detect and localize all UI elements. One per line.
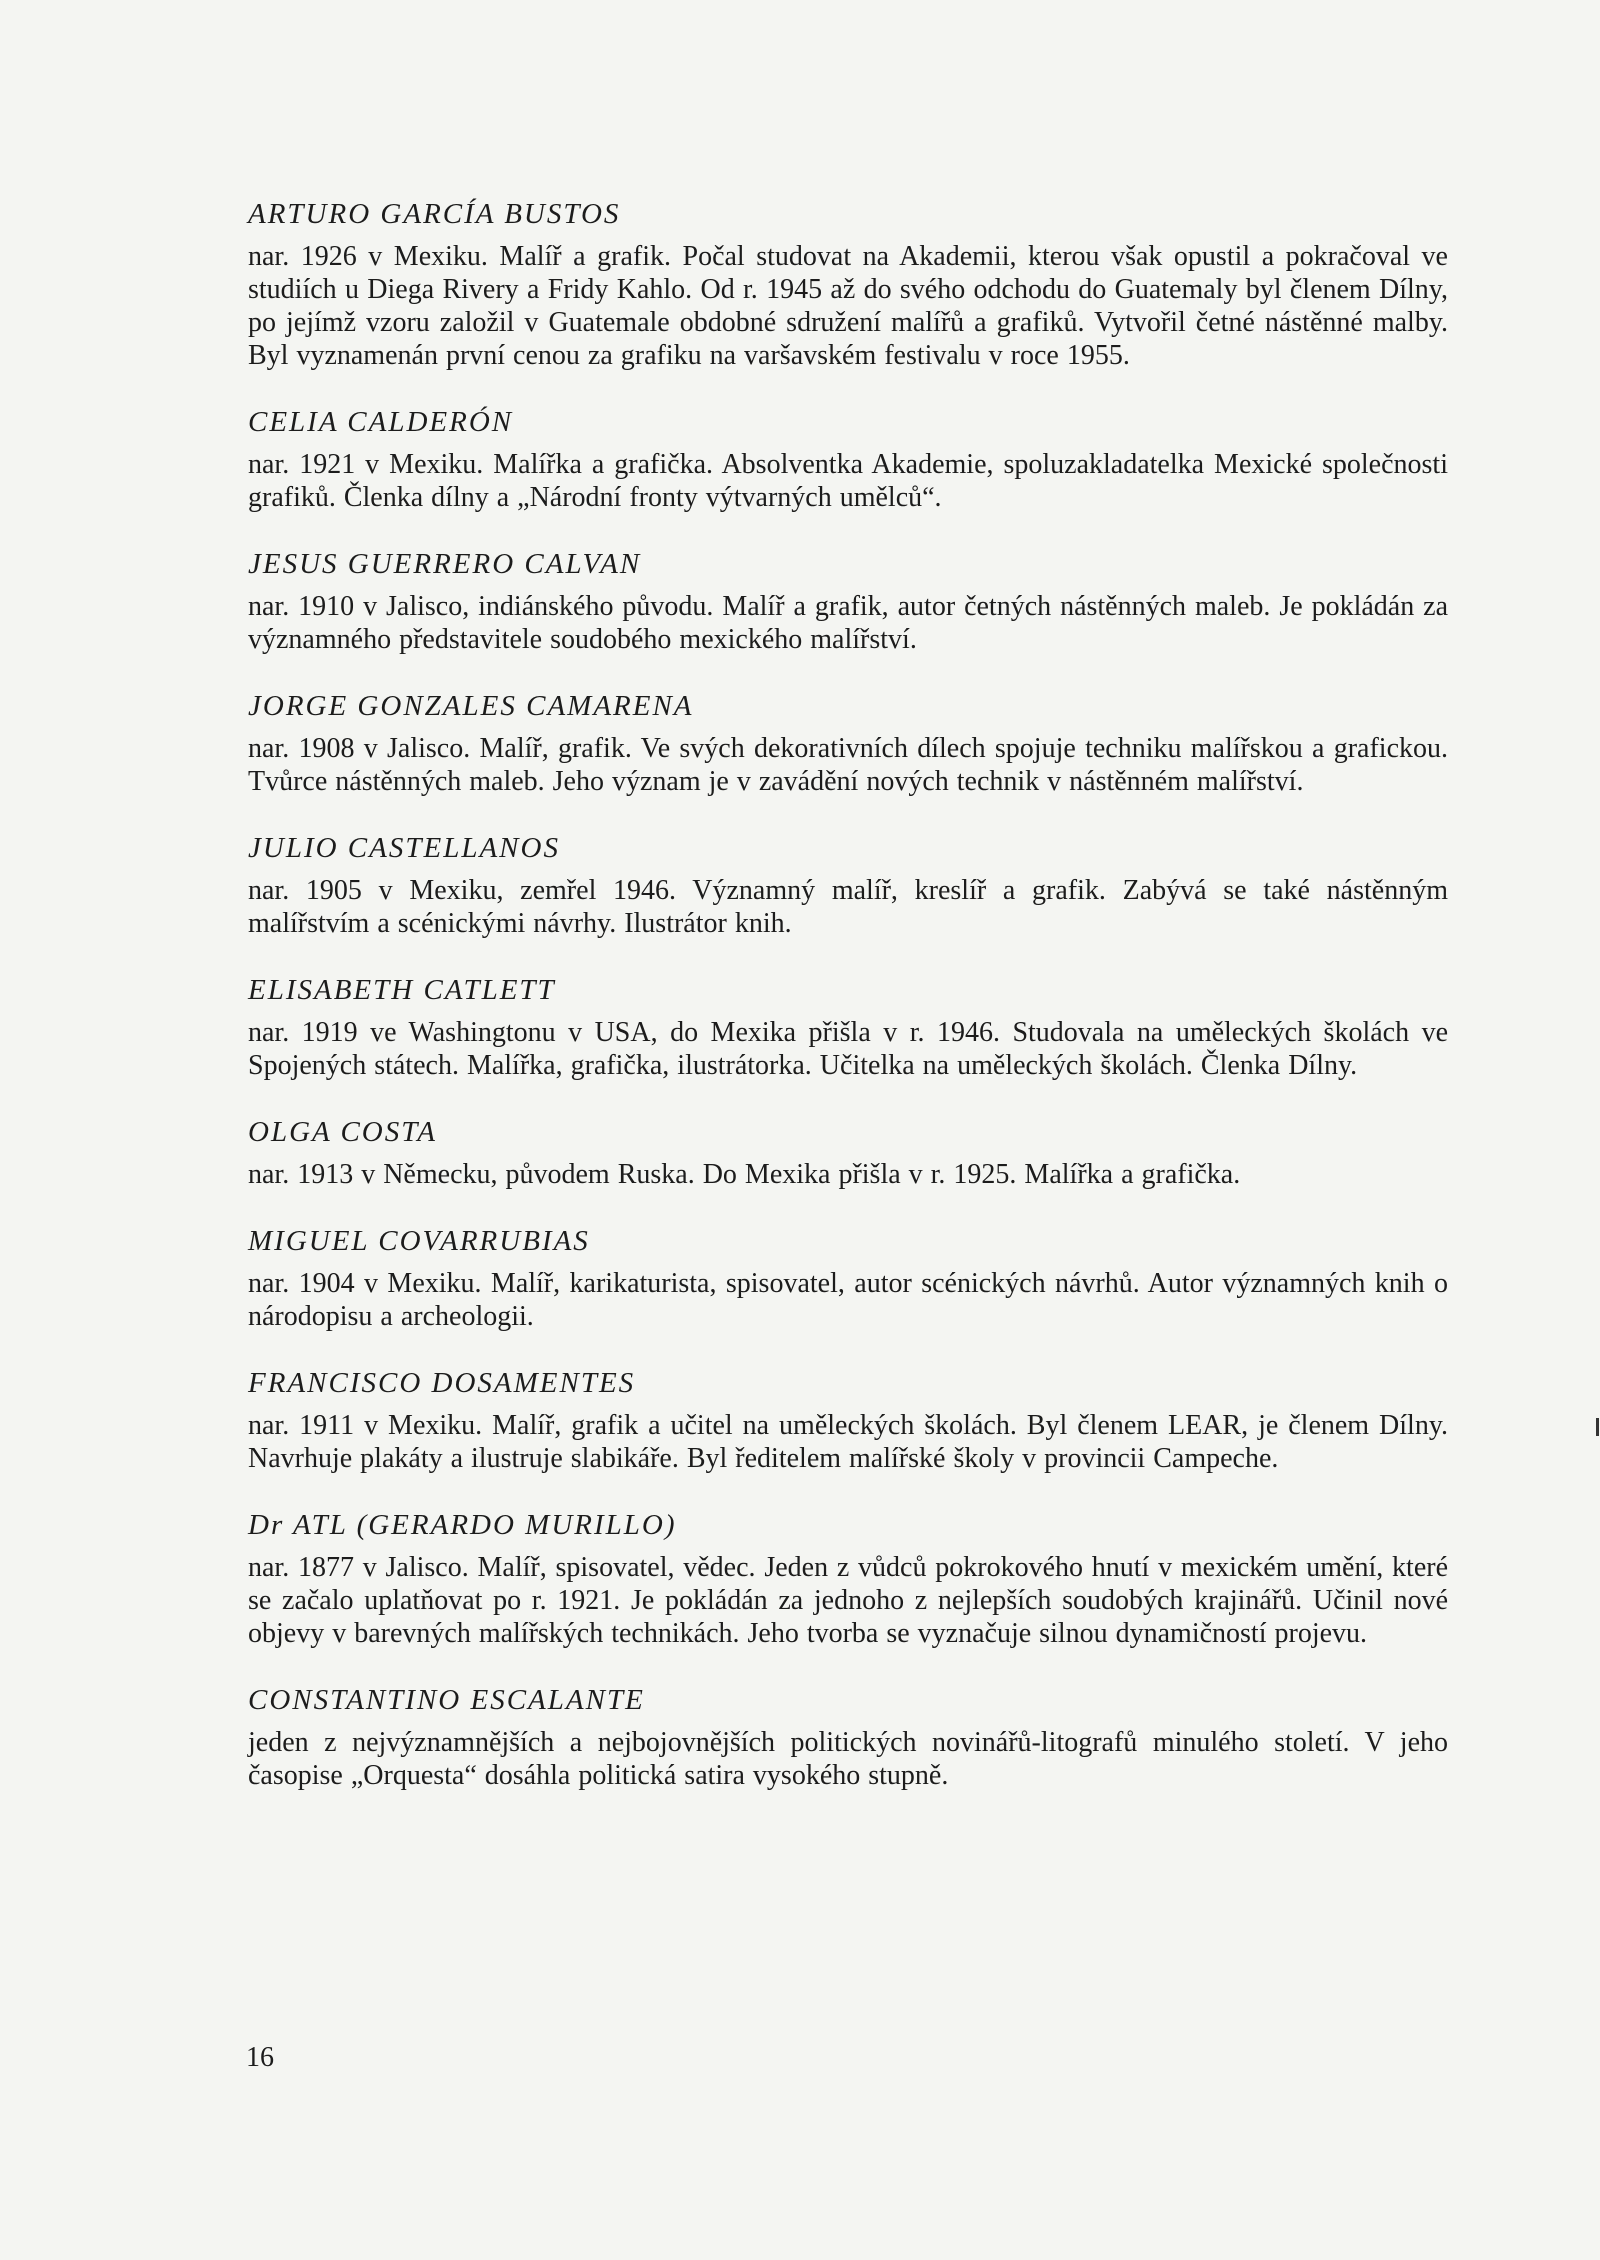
- artist-bio: nar. 1926 v Mexiku. Malíř a grafik. Počal studovat na Akademii, kterou však opustil a pokračoval ve studiích u Diega Rivery a Fridy Kahlo. Od r. 1945 až do svého odchodu do Guatemaly byl členem Dílny, po jejímž vzoru založil v Guatemale obdobné sdružení malířů a grafiků. Vytvořil četné nástěnné malby. Byl vyznamenán první cenou za grafiku na varšavském festivalu v roce 1955.: [248, 241, 1448, 371]
- artist-name: OLGA COSTA: [248, 1116, 437, 1148]
- entry-olga-costa: [248, 1114, 1448, 1191]
- entry-arturo-garcia-bustos: [248, 196, 1448, 372]
- artist-name: Dr ATL (GERARDO MURILLO): [248, 1509, 677, 1541]
- artist-name: ELISABETH CATLETT: [248, 974, 556, 1006]
- artist-bio: nar. 1921 v Mexiku. Malířka a grafička. Absolventka Akademie, spoluzakladatelka Mexické společnosti grafiků. Členka dílny a „Národní fronty výtvarných umělců“.: [248, 449, 1448, 513]
- artist-bio: nar. 1904 v Mexiku. Malíř, karikaturista, spisovatel, autor scénických návrhů. Autor významných knih o národopisu a archeologii.: [248, 1268, 1448, 1332]
- entry-miguel-covarrubias: [248, 1223, 1448, 1333]
- entry-constantino-escalante: [248, 1682, 1448, 1792]
- artist-bio: nar. 1911 v Mexiku. Malíř, grafik a učitel na uměleckých školách. Byl členem LEAR, je členem Dílny. Navrhuje plakáty a ilustruje slabikáře. Byl ředitelem malířské školy v provincii Campeche.: [248, 1410, 1448, 1474]
- artist-bio: nar. 1908 v Jalisco. Malíř, grafik. Ve svých dekorativních dílech spojuje techniku malířskou a grafickou. Tvůrce nástěnných maleb. Jeho význam je v zavádění nových technik v nástěnném malířství.: [248, 733, 1448, 797]
- entry-jorge-gonzales-camarena: [248, 688, 1448, 798]
- artist-name: JORGE GONZALES CAMARENA: [248, 690, 694, 722]
- artist-bio: nar. 1919 ve Washingtonu v USA, do Mexika přišla v r. 1946. Studovala na uměleckých školách ve Spojených státech. Malířka, grafička, ilustrátorka. Učitelka na uměleckých školách. Členka Dílny.: [248, 1017, 1448, 1081]
- page-number: 16: [246, 2042, 274, 2073]
- artist-bio: jeden z nejvýznamnějších a nejbojovnějších politických novinářů-litografů minulého století. V jeho časopise „Orquesta“ dosáhla politická satira vysokého stupně.: [248, 1727, 1448, 1791]
- artist-bio: nar. 1905 v Mexiku, zemřel 1946. Významný malíř, kreslíř a grafik. Zabývá se také nástěnným malířstvím a scénickými návrhy. Ilustrátor knih.: [248, 875, 1448, 939]
- artist-bio: nar. 1877 v Jalisco. Malíř, spisovatel, vědec. Jeden z vůdců pokrokového hnutí v mexickém umění, které se začalo uplatňovat po r. 1921. Je pokládán za jednoho z nejlepších soudobých krajinářů. Učinil nové objevy v barevných malířských technikách. Jeho tvorba se vyznačuje silnou dynamičností projevu.: [248, 1552, 1448, 1649]
- artist-name: FRANCISCO DOSAMENTES: [248, 1367, 636, 1399]
- entry-francisco-dosamentes: [248, 1365, 1448, 1475]
- entry-julio-castellanos: [248, 830, 1448, 940]
- artist-name: JESUS GUERRERO CALVAN: [248, 548, 642, 580]
- entry-dr-atl: [248, 1507, 1448, 1650]
- artist-name: MIGUEL COVARRUBIAS: [248, 1225, 590, 1257]
- margin-mark: [1596, 1418, 1599, 1436]
- artist-name: JULIO CASTELLANOS: [248, 832, 560, 864]
- entry-elisabeth-catlett: [248, 972, 1448, 1082]
- entry-celia-calderon: [248, 404, 1448, 514]
- artist-bio: nar. 1910 v Jalisco, indiánského původu. Malíř a grafik, autor četných nástěnných maleb. Je pokládán za významného představitele soudobého mexického malířství.: [248, 591, 1448, 655]
- artist-bio: nar. 1913 v Německu, původem Ruska. Do Mexika přišla v r. 1925. Malířka a grafička.: [248, 1159, 1241, 1190]
- entry-jesus-guerrero-calvan: [248, 546, 1448, 656]
- artist-name: CELIA CALDERÓN: [248, 406, 514, 438]
- artist-biographies: [248, 196, 1448, 1824]
- artist-name: CONSTANTINO ESCALANTE: [248, 1684, 645, 1716]
- artist-name: ARTURO GARCÍA BUSTOS: [248, 198, 621, 230]
